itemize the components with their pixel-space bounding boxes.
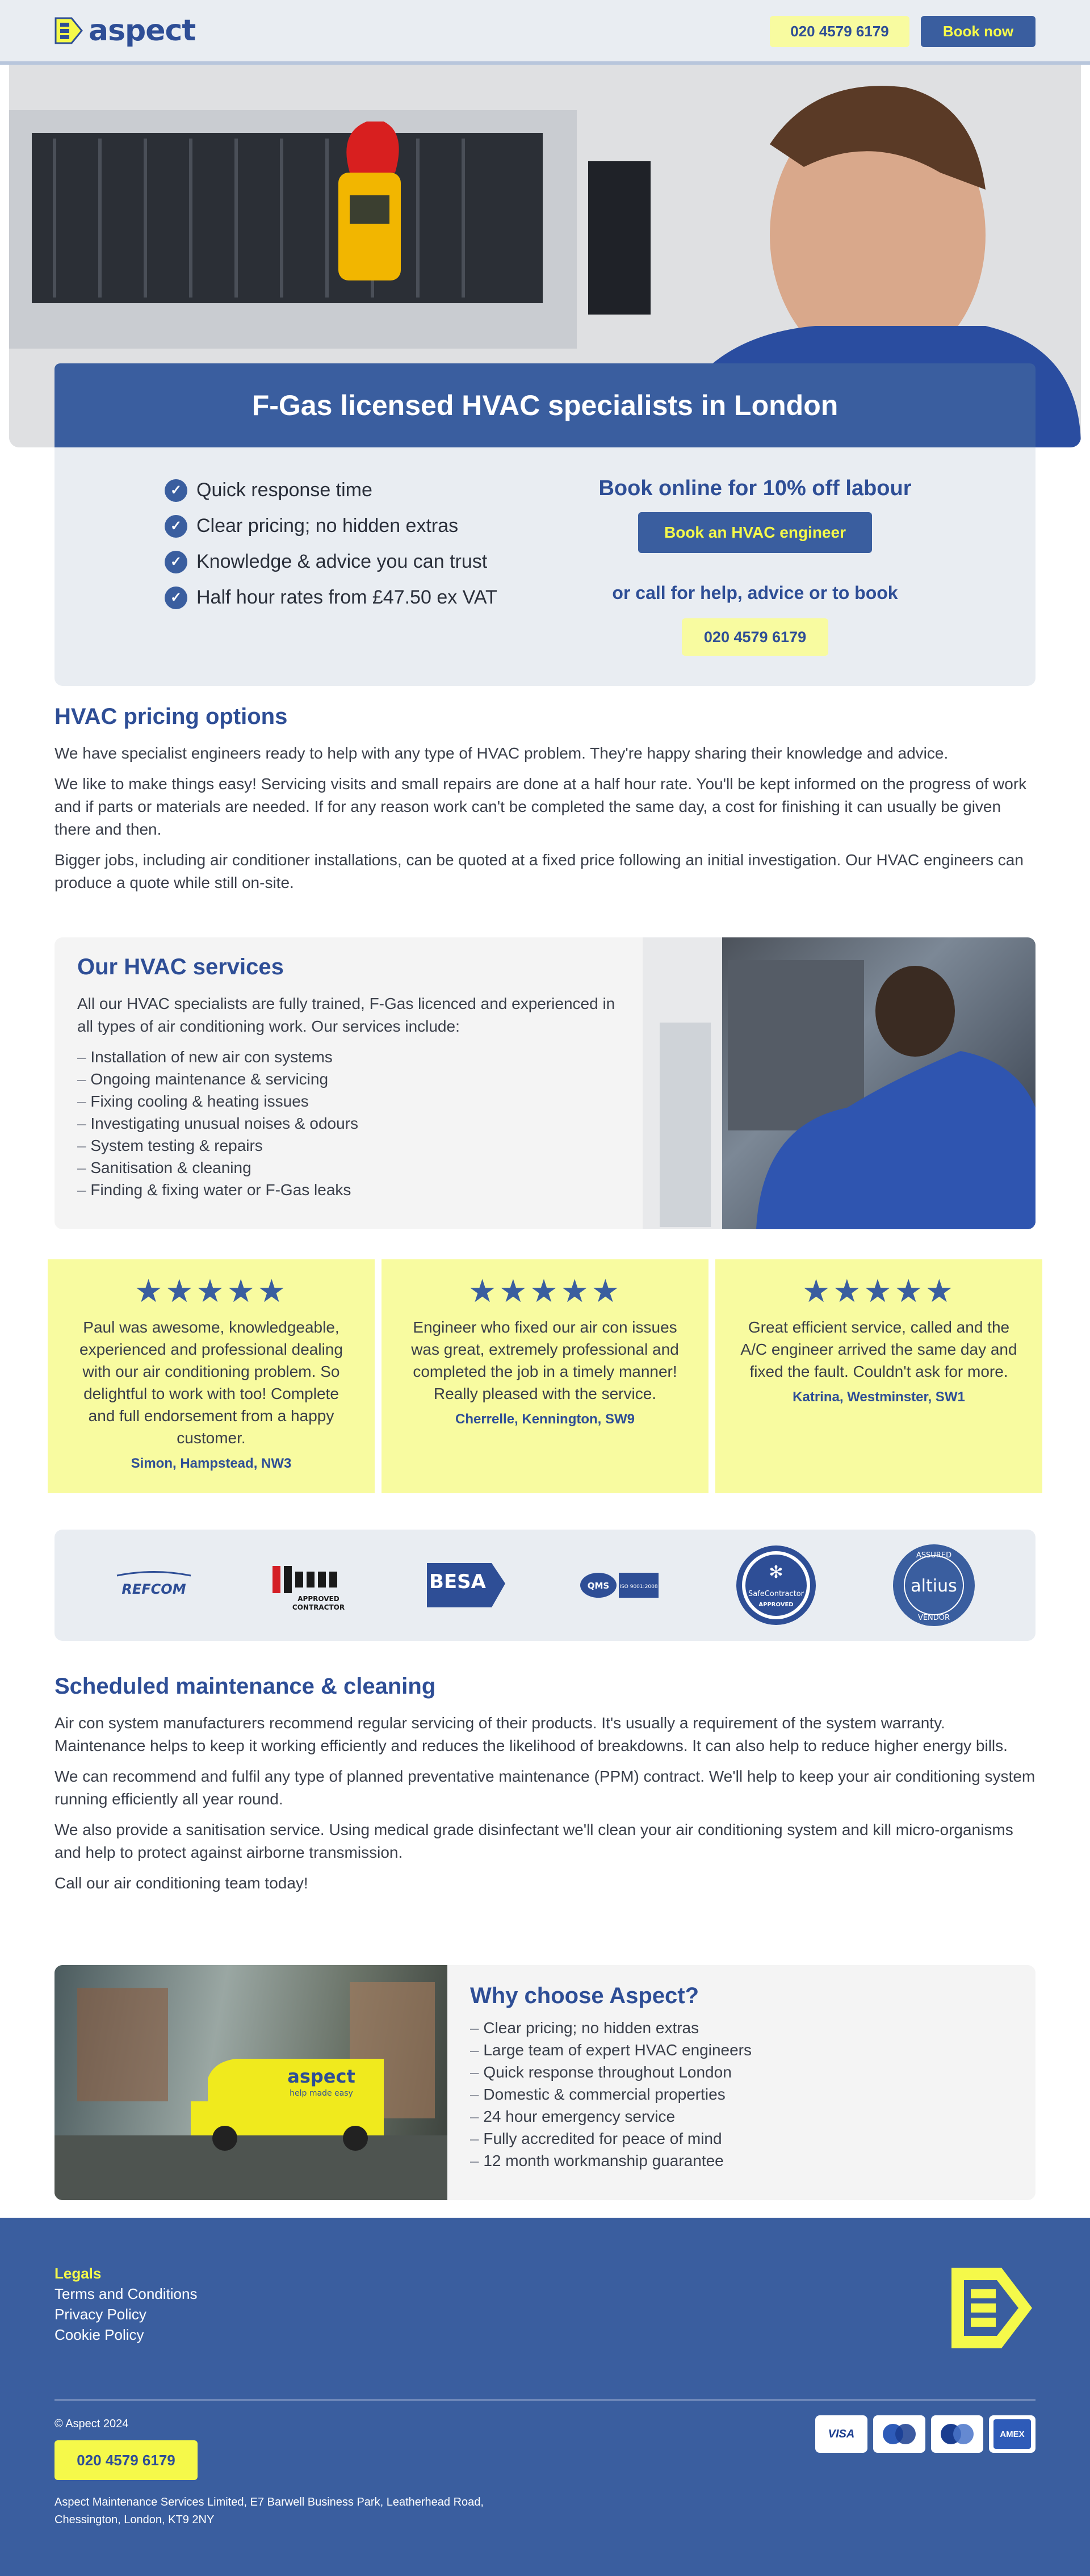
amex-icon (989, 2415, 1036, 2453)
visa-icon: VISA (815, 2415, 867, 2453)
terms-link[interactable]: Terms and Conditions (54, 2285, 198, 2302)
maintenance-paragraph: Call our air conditioning team today! (54, 1874, 308, 1892)
review-author: Katrina, Westminster, SW1 (793, 1389, 965, 1405)
services-item: – Installation of new air con systems (77, 1046, 622, 1068)
mastercard-icon (931, 2415, 983, 2453)
site-footer (0, 2218, 1090, 2576)
cookie-link[interactable]: Cookie Policy (54, 2326, 144, 2343)
review-card (48, 1259, 375, 1493)
services-card (54, 937, 1036, 1229)
besa-text: BESA (429, 1570, 486, 1593)
refcom-logo (111, 1541, 196, 1630)
review-card (382, 1259, 708, 1493)
van-slogan-text: help made easy (290, 2089, 353, 2098)
booking-cta (568, 471, 942, 656)
check-icon: ✓ (165, 551, 187, 573)
feature-item (165, 544, 497, 580)
amex-text: AMEX (993, 2419, 1031, 2449)
refcom-text: REFCOM (121, 1581, 186, 1597)
feature-item (165, 580, 497, 615)
altius-logo (891, 1541, 976, 1630)
van-brand-text: aspect (287, 2066, 355, 2087)
why-item: – Fully accredited for peace of mind (470, 2127, 1004, 2150)
why-title: Why choose Aspect? (470, 1983, 699, 2008)
header-phone-button[interactable]: 020 4579 6179 (770, 16, 909, 47)
pricing-paragraph: We have specialist engineers ready to help with any type of HVAC problem. They're happy sharing their knowledge and advice. (54, 744, 949, 762)
hero-title: F-Gas licensed HVAC specialists in London (54, 363, 1036, 447)
legals-heading: Legals (54, 2265, 102, 2282)
niceic-contractor-text: CONTRACTOR (292, 1603, 345, 1611)
review-text: Great efficient service, called and the A/C engineer arrived the same day and fixed the fault. Couldn't ask for more. (740, 1318, 1017, 1380)
review-author: Cherrelle, Kennington, SW9 (455, 1411, 635, 1427)
pricing-title: HVAC pricing options (54, 704, 288, 729)
cta-call-heading: or call for help, advice or to book (612, 583, 898, 603)
safecontractor-logo (733, 1541, 819, 1630)
feature-text: Quick response time (196, 479, 372, 501)
svg-text:✻: ✻ (769, 1563, 783, 1582)
maestro-icon (873, 2415, 925, 2453)
services-intro: All our HVAC specialists are fully trained, F-Gas licenced and experienced in all types of air conditioning work. Our services include: (77, 995, 615, 1035)
services-item: – Finding & fixing water or F-Gas leaks (77, 1179, 622, 1201)
check-icon: ✓ (165, 515, 187, 538)
services-text (77, 954, 622, 1201)
why-item: – 24 hour emergency service (470, 2105, 1004, 2127)
site-header (0, 0, 1090, 65)
services-item: – Sanitisation & cleaning (77, 1157, 622, 1179)
feature-text: Half hour rates from £47.50 ex VAT (196, 587, 497, 608)
book-now-button[interactable]: Book now (921, 16, 1036, 47)
maintenance-paragraph: Air con system manufacturers recommend regular servicing of their products. It's usually a requirement of the system warranty. Maintenance helps to keep it working efficiently and reduces the likelihood of breakdowns. It can also help to reduce higher energy bills. (54, 1714, 1008, 1754)
why-card (54, 1965, 1036, 2200)
iso-text: ISO 9001:2008 (619, 1584, 658, 1590)
altius-text: altius (911, 1576, 957, 1596)
copyright: © Aspect 2024 (54, 2418, 129, 2430)
check-icon: ✓ (165, 479, 187, 502)
footer-divider (54, 2399, 1036, 2401)
logo-text: aspect (89, 14, 196, 48)
star-rating-icon: ★★★★★ (802, 1273, 956, 1309)
why-list (470, 2017, 1004, 2172)
review-card (715, 1259, 1042, 1493)
qms-text: QMS (587, 1581, 610, 1591)
feature-text: Clear pricing; no hidden extras (196, 515, 459, 537)
review-author: Simon, Hampstead, NW3 (131, 1456, 292, 1471)
pricing-section (54, 704, 1036, 894)
book-engineer-button[interactable]: Book an HVAC engineer (638, 512, 872, 553)
why-item: – Clear pricing; no hidden extras (470, 2017, 1004, 2039)
altius-bottom-text: VENDOR (917, 1614, 950, 1622)
feature-item (165, 472, 497, 508)
legals-links (54, 2263, 197, 2345)
maintenance-paragraph: We also provide a sanitisation service. Using medical grade disinfectant we'll clean your air conditioning system and kill micro-organisms and help to protect against airborne transmission. (54, 1821, 1013, 1861)
maintenance-title: Scheduled maintenance & cleaning (54, 1674, 436, 1699)
services-engineer-photo (643, 937, 1036, 1229)
besa-logo (424, 1541, 509, 1630)
logo[interactable] (54, 14, 196, 48)
niceic-logo (265, 1541, 355, 1630)
why-item: – Quick response throughout London (470, 2061, 1004, 2083)
services-list (77, 1046, 622, 1201)
services-title: Our HVAC services (77, 954, 284, 979)
why-item: – 12 month workmanship guarantee (470, 2150, 1004, 2172)
qms-iso-logo (577, 1541, 662, 1630)
safecontractor-approved-text: APPROVED (758, 1602, 794, 1608)
services-item: – System testing & repairs (77, 1134, 622, 1157)
altius-top-text: ASSURED (916, 1551, 952, 1560)
pricing-paragraph: We like to make things easy! Servicing visits and small repairs are done at a half hour rate. You'll be kept informed on the progress of work and if parts or materials are needed. If for any reason work can't be completed the same day, a cost for finishing it can usually be given there and then. (54, 775, 1027, 838)
feature-list (165, 472, 497, 615)
safecontractor-text: SafeContractor (748, 1590, 804, 1598)
why-item: – Large team of expert HVAC engineers (470, 2039, 1004, 2061)
maintenance-paragraph: We can recommend and fulfil any type of planned preventative maintenance (PPM) contract. We'll help to keep your air conditioning system running efficiently all year round. (54, 1767, 1036, 1808)
accreditations-bar (54, 1530, 1036, 1641)
star-rating-icon: ★★★★★ (134, 1273, 288, 1309)
cta-phone-button[interactable]: 020 4579 6179 (682, 618, 828, 656)
cta-heading: Book online for 10% off labour (598, 476, 912, 500)
check-icon: ✓ (165, 587, 187, 609)
feature-item (165, 508, 497, 544)
feature-text: Knowledge & advice you can trust (196, 551, 488, 572)
services-item: – Ongoing maintenance & servicing (77, 1068, 622, 1090)
why-text (470, 1983, 1004, 2172)
maintenance-section (54, 1674, 1036, 1895)
logo-mark-icon (54, 17, 83, 44)
services-item: – Investigating unusual noises & odours (77, 1112, 622, 1134)
review-text: Engineer who fixed our air con issues was great, extremely professional and completed the job in a timely manner! Really pleased with the service. (411, 1318, 679, 1402)
company-address: Aspect Maintenance Services Limited, E7 Barwell Business Park, Leatherhead Road, Chessington, London, KT9 2NY (54, 2496, 484, 2526)
why-item: – Domestic & commercial properties (470, 2083, 1004, 2105)
privacy-link[interactable]: Privacy Policy (54, 2306, 146, 2323)
services-item: – Fixing cooling & heating issues (77, 1090, 622, 1112)
footer-logo-mark-icon (947, 2263, 1037, 2353)
pricing-paragraph: Bigger jobs, including air conditioner installations, can be quoted at a fixed price following an initial investigation. Our HVAC engineers can produce a quote while still on-site. (54, 851, 1024, 891)
star-rating-icon: ★★★★★ (468, 1273, 622, 1309)
footer-phone-button[interactable]: 020 4579 6179 (54, 2440, 198, 2480)
van-photo (54, 1965, 447, 2200)
review-text: Paul was awesome, knowledgeable, experienced and professional dealing with our air conditioning problem. So delightful to work with too! Complete and full endorsement from a happy customer. (79, 1318, 343, 1447)
niceic-approved-text: APPROVED (297, 1595, 339, 1603)
